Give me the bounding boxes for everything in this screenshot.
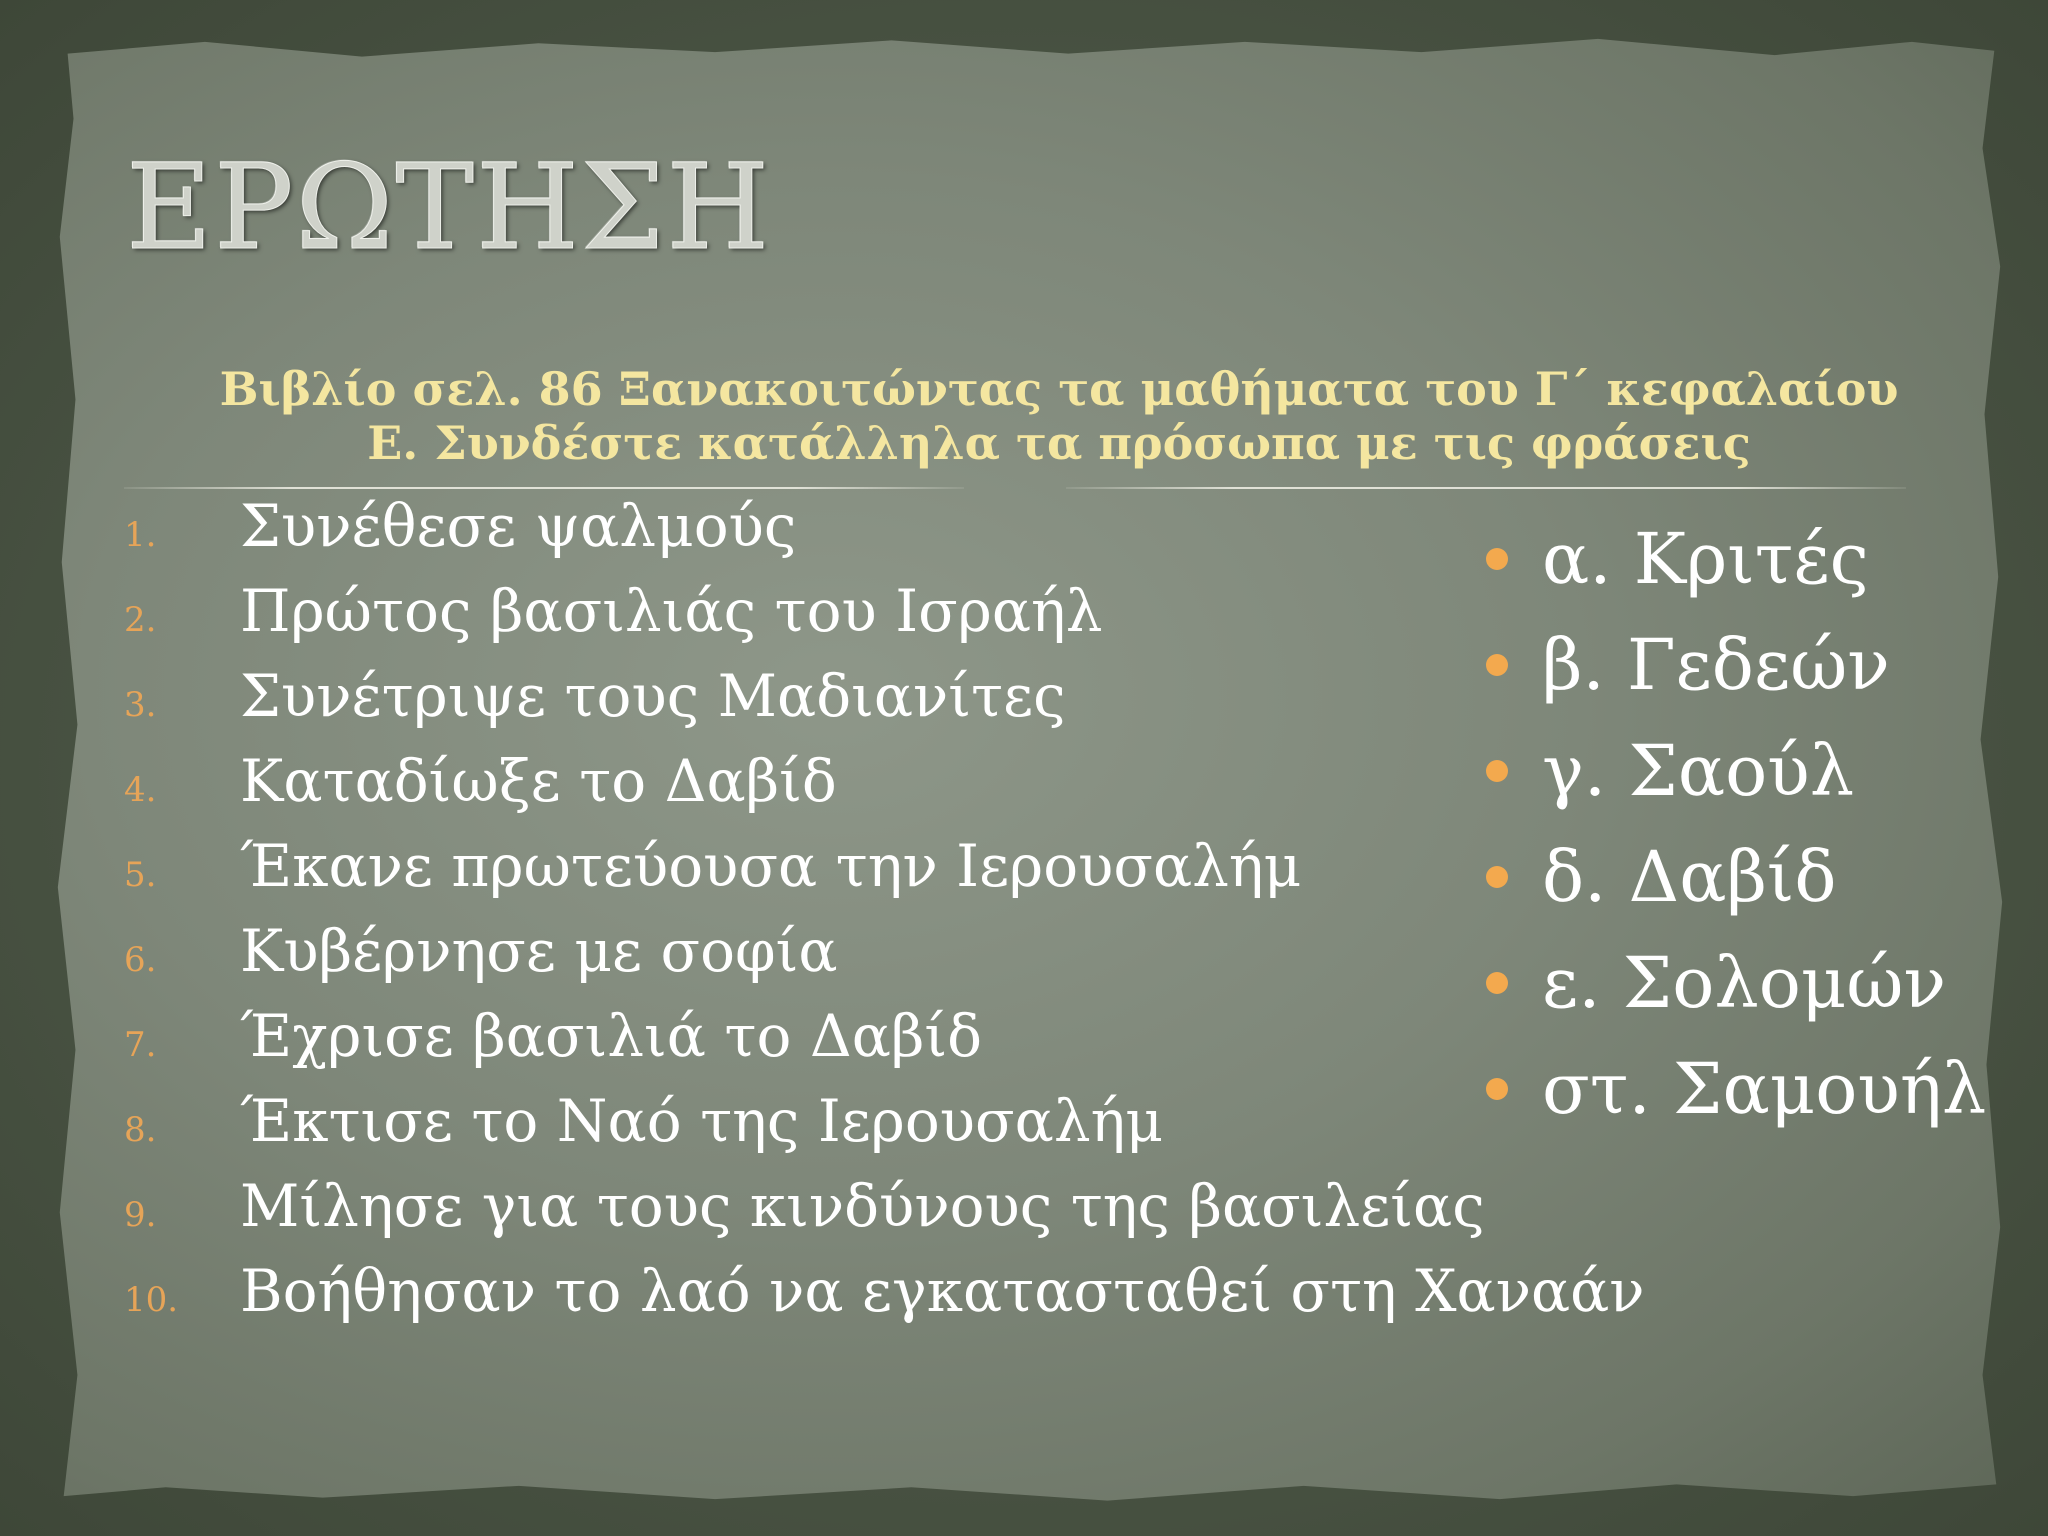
bullet-item [1486,612,1986,718]
item-text: Βοήθησαν το λαό να εγκατασταθεί στη Χαναάν [240,1257,1645,1325]
persons-list [1486,506,1986,1142]
bullet-item [1486,506,1986,612]
list-item [124,747,1645,832]
item-number: 2. [124,600,157,640]
item-number: 5. [124,855,157,895]
item-text: Έχρισε βασιλιά το Δαβίδ [240,1002,983,1070]
bullet-dot-icon [1486,654,1508,676]
list-item [124,1002,1645,1087]
item-text: Έκανε πρωτεύουσα την Ιερουσαλήμ [240,832,1302,900]
list-item [124,492,1645,577]
item-text: Καταδίωξε το Δαβίδ [240,747,837,815]
item-number: 9. [124,1195,157,1235]
bullet-dot-icon [1486,548,1508,570]
bullet-dot-icon [1486,866,1508,888]
item-number: 6. [124,940,157,980]
item-number: 7. [124,1025,157,1065]
bullet-item [1486,718,1986,824]
person-label: γ. Σαούλ [1542,730,1855,812]
item-number: 3. [124,685,157,725]
person-label: ε. Σολομών [1542,942,1947,1024]
item-number: 1. [124,515,157,555]
phrases-list [124,492,1645,1342]
item-text: Κυβέρνησε με σοφία [240,917,838,985]
item-text: Συνέτριψε τους Μαδιανίτες [240,662,1066,730]
person-label: α. Κριτές [1542,518,1869,600]
list-item [124,1087,1645,1172]
divider-left [124,487,964,489]
subtitle-line-1: Βιβλίο σελ. 86 Ξανακοιτώντας τα μαθήματα του Γ΄ κεφαλαίου [219,362,1899,416]
person-label: δ. Δαβίδ [1542,836,1837,918]
item-text: Συνέθεσε ψαλμούς [240,492,797,560]
list-item [124,577,1645,662]
item-number: 8. [124,1110,157,1150]
bullet-item [1486,1036,1986,1142]
subtitle-line-2: Ε. Συνδέστε κατάλληλα τα πρόσωπα με τις φράσεις [367,416,1751,471]
divider-right [1066,487,1906,489]
item-text: Έκτισε το Ναό της Ιερουσαλήμ [240,1087,1164,1155]
bullet-dot-icon [1486,760,1508,782]
list-item [124,662,1645,747]
slide-subtitle [120,362,1998,471]
slide-title: ΕΡΩΤΗΣΗ [126,138,772,276]
item-number: 10. [124,1280,179,1320]
item-text: Πρώτος βασιλιάς του Ισραήλ [240,577,1103,645]
bullet-dot-icon [1486,1078,1508,1100]
person-label: στ. Σαμουήλ [1542,1048,1987,1130]
item-text: Μίλησε για τους κινδύνους της βασιλείας [240,1172,1485,1240]
list-item [124,1172,1645,1257]
bullet-dot-icon [1486,972,1508,994]
list-item [124,917,1645,1002]
bullet-item [1486,930,1986,1036]
person-label: β. Γεδεών [1542,624,1890,706]
bullet-item [1486,824,1986,930]
item-number: 4. [124,770,157,810]
list-item [124,832,1645,917]
list-item [124,1257,1645,1342]
